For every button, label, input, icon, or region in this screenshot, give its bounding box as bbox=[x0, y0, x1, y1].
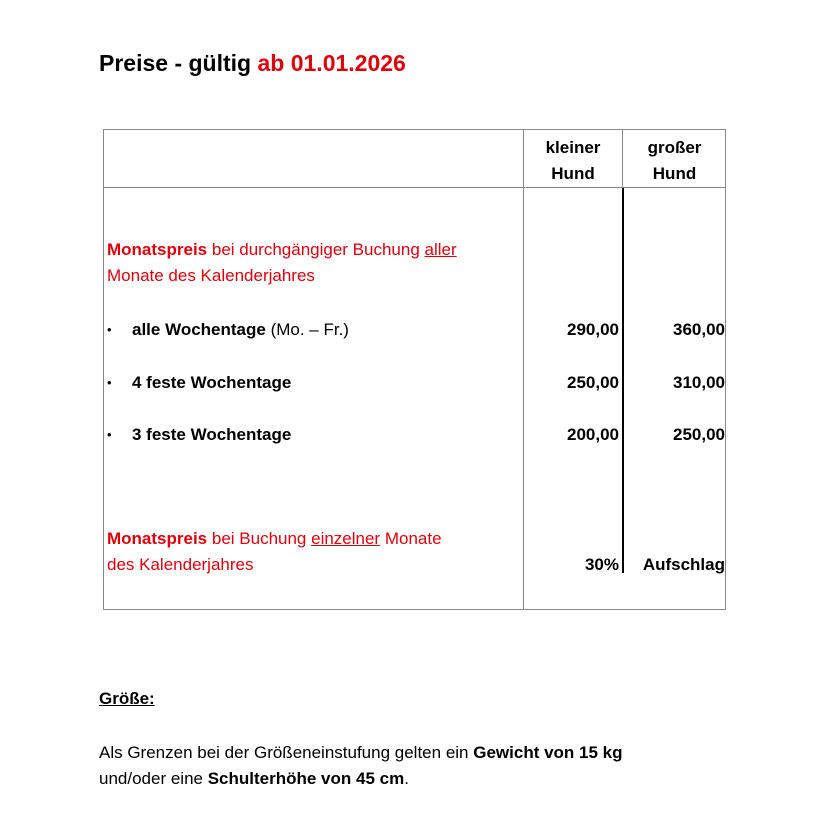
size-description bbox=[99, 740, 623, 792]
page-title bbox=[99, 50, 406, 77]
header-small-dog-line1: kleiner bbox=[545, 138, 601, 157]
price-small-dog: 290,00 bbox=[567, 320, 619, 339]
price-large-dog: 360,00 bbox=[673, 320, 725, 339]
row-label bbox=[132, 318, 349, 342]
row-label bbox=[132, 423, 291, 447]
header-large-dog-line2: Hund bbox=[652, 164, 697, 183]
table-row bbox=[104, 423, 725, 447]
table-row bbox=[104, 318, 725, 342]
price-small-dog: 250,00 bbox=[567, 373, 619, 392]
size-text2: und/oder eine bbox=[99, 769, 208, 788]
header-large-dog-line1: großer bbox=[647, 138, 702, 157]
size-weight: Gewicht von 15 kg bbox=[473, 743, 623, 762]
section2-text1: bei Buchung bbox=[207, 529, 312, 548]
header-small-dog bbox=[524, 135, 622, 187]
header-divider bbox=[104, 187, 725, 188]
row-label-bold: 3 feste Wochentage bbox=[132, 425, 292, 444]
bullet-icon: • bbox=[107, 427, 112, 442]
title-date: ab 01.01.2026 bbox=[257, 50, 406, 76]
bullet-icon: • bbox=[107, 375, 112, 390]
section2-line2: des Kalenderjahres bbox=[107, 555, 254, 574]
title-text: Preise - gültig bbox=[99, 50, 258, 76]
header-large-dog bbox=[623, 135, 726, 187]
column-divider-1 bbox=[523, 130, 524, 609]
section1-bold: Monatspreis bbox=[107, 240, 208, 259]
row-label-bold: 4 feste Wochentage bbox=[132, 373, 292, 392]
price-large-dog: 250,00 bbox=[673, 425, 725, 444]
section2-text2: Monate bbox=[380, 529, 442, 548]
price-table bbox=[103, 129, 726, 610]
bullet-icon: • bbox=[107, 322, 112, 337]
table-row bbox=[104, 371, 725, 395]
surcharge-label: Aufschlag bbox=[642, 555, 725, 574]
section-full-year bbox=[107, 237, 457, 289]
section2-bold: Monatspreis bbox=[107, 529, 208, 548]
size-heading: Größe: bbox=[99, 689, 155, 708]
section1-text: bei durchgängiger Buchung bbox=[207, 240, 425, 259]
surcharge-value: 30% bbox=[584, 555, 619, 574]
size-shoulder-height: Schulterhöhe von 45 cm bbox=[207, 769, 405, 788]
section2-underlined: einzelner bbox=[311, 529, 381, 548]
row-label bbox=[132, 371, 291, 395]
section1-underlined: aller bbox=[424, 240, 457, 259]
price-small-dog: 200,00 bbox=[567, 425, 619, 444]
row-label-bold: alle Wochentage bbox=[132, 320, 266, 339]
surcharge-row bbox=[104, 553, 725, 577]
section1-line2: Monate des Kalenderjahres bbox=[107, 266, 315, 285]
size-text3: . bbox=[404, 769, 409, 788]
size-text1: Als Grenzen bei der Größeneinstufung gelten ein bbox=[99, 743, 474, 762]
price-large-dog: 310,00 bbox=[673, 373, 725, 392]
header-small-dog-line2: Hund bbox=[551, 164, 595, 183]
row-label-normal: (Mo. – Fr.) bbox=[265, 320, 349, 339]
